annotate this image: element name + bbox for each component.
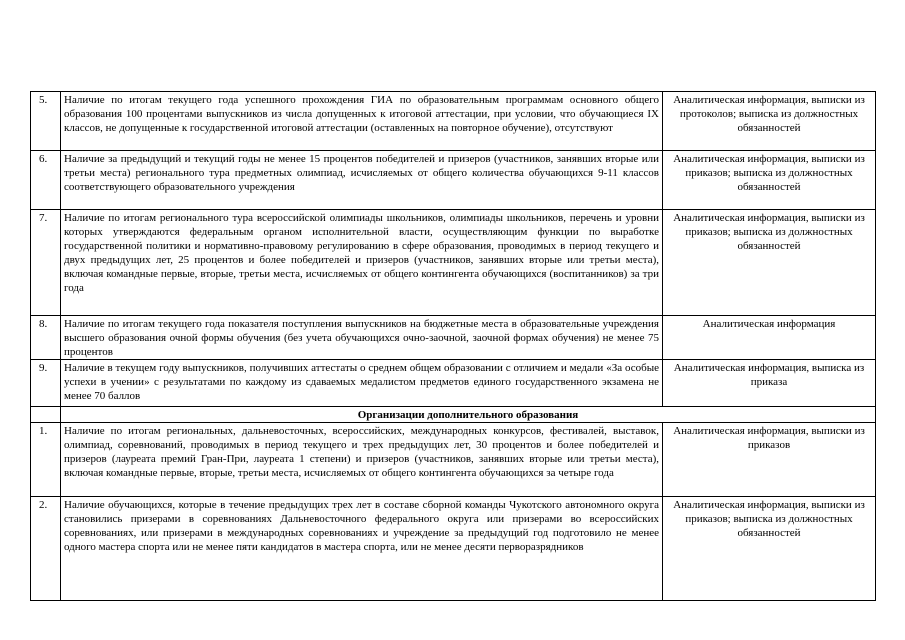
section-header-row bbox=[31, 407, 876, 423]
row-number: 1. bbox=[31, 423, 61, 497]
row-number: 7. bbox=[31, 210, 61, 316]
table-row bbox=[31, 151, 876, 210]
criterion-text: Наличие в текущем году выпускников, получивших аттестаты о среднем общем образовании с отличием и медали «За особые успехи в учении» с результатами по каждому из сдаваемых медалистом предметов единого государственного экзамена не менее 70 баллов bbox=[61, 360, 663, 407]
table-row bbox=[31, 316, 876, 360]
table-row bbox=[31, 497, 876, 601]
row-number: 8. bbox=[31, 316, 61, 360]
criterion-text: Наличие по итогам текущего года успешного прохождения ГИА по образовательным программам основного общего образования 100 процентами выпускников из числа допущенных к итоговой аттестации, при условии, что обучающиеся IX классов, не допущенные к государственной итоговой аттестации (оставленных на повторное обучение), отсутствуют bbox=[61, 92, 663, 151]
criterion-text: Наличие по итогам текущего года показателя поступления выпускников на бюджетные места в образовательные учреждения высшего образования очной формы обучения (без учета обучающихся очно-заочной, заочной формах обучения) не менее 75 процентов bbox=[61, 316, 663, 360]
evidence-source: Аналитическая информация, выписки из приказов bbox=[663, 423, 876, 497]
criterion-text: Наличие по итогам региональных, дальневосточных, всероссийских, международных конкурсов, фестивалей, выставок, олимпиад, соревнований, проводимых в период текущего и трех предыдущих лет, 30 процентов и более победителей и призеров (лауреата премий Гран-При, лауреата 1 степени) и призеров (участников, занявших вторые или третьи места), включая командные первые, вторые, третьи места, исчисляемых от общего контингента обучающихся за четыре года bbox=[61, 423, 663, 497]
evidence-source: Аналитическая информация, выписка из приказа bbox=[663, 360, 876, 407]
evidence-source: Аналитическая информация bbox=[663, 316, 876, 360]
row-number: 2. bbox=[31, 497, 61, 601]
table-row bbox=[31, 92, 876, 151]
criterion-text: Наличие обучающихся, которые в течение предыдущих трех лет в составе сборной команды Чукотского автономного округа становились призерами в соревнованиях Дальневосточного федерального округа или призерами во всероссийских соревнованиях, или призерами в международных соревнованиях и учреждение за предыдущий год подготовило не менее одного мастера спорта или не менее пяти кандидатов в мастера спорта, или не менее десяти перворазрядников bbox=[61, 497, 663, 601]
criteria-table bbox=[30, 91, 876, 601]
evidence-source: Аналитическая информация, выписки из приказов; выписка из должностных обязанностей bbox=[663, 210, 876, 316]
row-number: 6. bbox=[31, 151, 61, 210]
table-row bbox=[31, 423, 876, 497]
table-row bbox=[31, 210, 876, 316]
criterion-text: Наличие за предыдущий и текущий годы не менее 15 процентов победителей и призеров (участников, занявших вторые или третьи места) регионального тура предметных олимпиад, исчисляемых от общего количества обучающихся 9-11 классов соответствующего образовательного учреждения bbox=[61, 151, 663, 210]
row-number: 5. bbox=[31, 92, 61, 151]
evidence-source: Аналитическая информация, выписки из приказов; выписка из должностных обязанностей bbox=[663, 497, 876, 601]
section-title: Организации дополнительного образования bbox=[61, 407, 876, 423]
evidence-source: Аналитическая информация, выписки из приказов; выписка из должностных обязанностей bbox=[663, 151, 876, 210]
row-number: 9. bbox=[31, 360, 61, 407]
criterion-text: Наличие по итогам регионального тура всероссийской олимпиады школьников, олимпиады школьников, перечень и уровни которых утверждаются федеральным органом исполнительной власти, осуществляющим функции по выработке государственной политики и нормативно-правовому регулированию в сфере образования, проводимых в период текущего и двух предыдущих лет, 25 процентов и более победителей и призеров (участников, занявших вторые или третьи места), включая командные первые, вторые, третьи места, исчисляемых от общего контингента обучающихся (воспитанников) за три года bbox=[61, 210, 663, 316]
evidence-source: Аналитическая информация, выписки из протоколов; выписка из должностных обязанностей bbox=[663, 92, 876, 151]
table-row bbox=[31, 360, 876, 407]
section-number-cell bbox=[31, 407, 61, 423]
